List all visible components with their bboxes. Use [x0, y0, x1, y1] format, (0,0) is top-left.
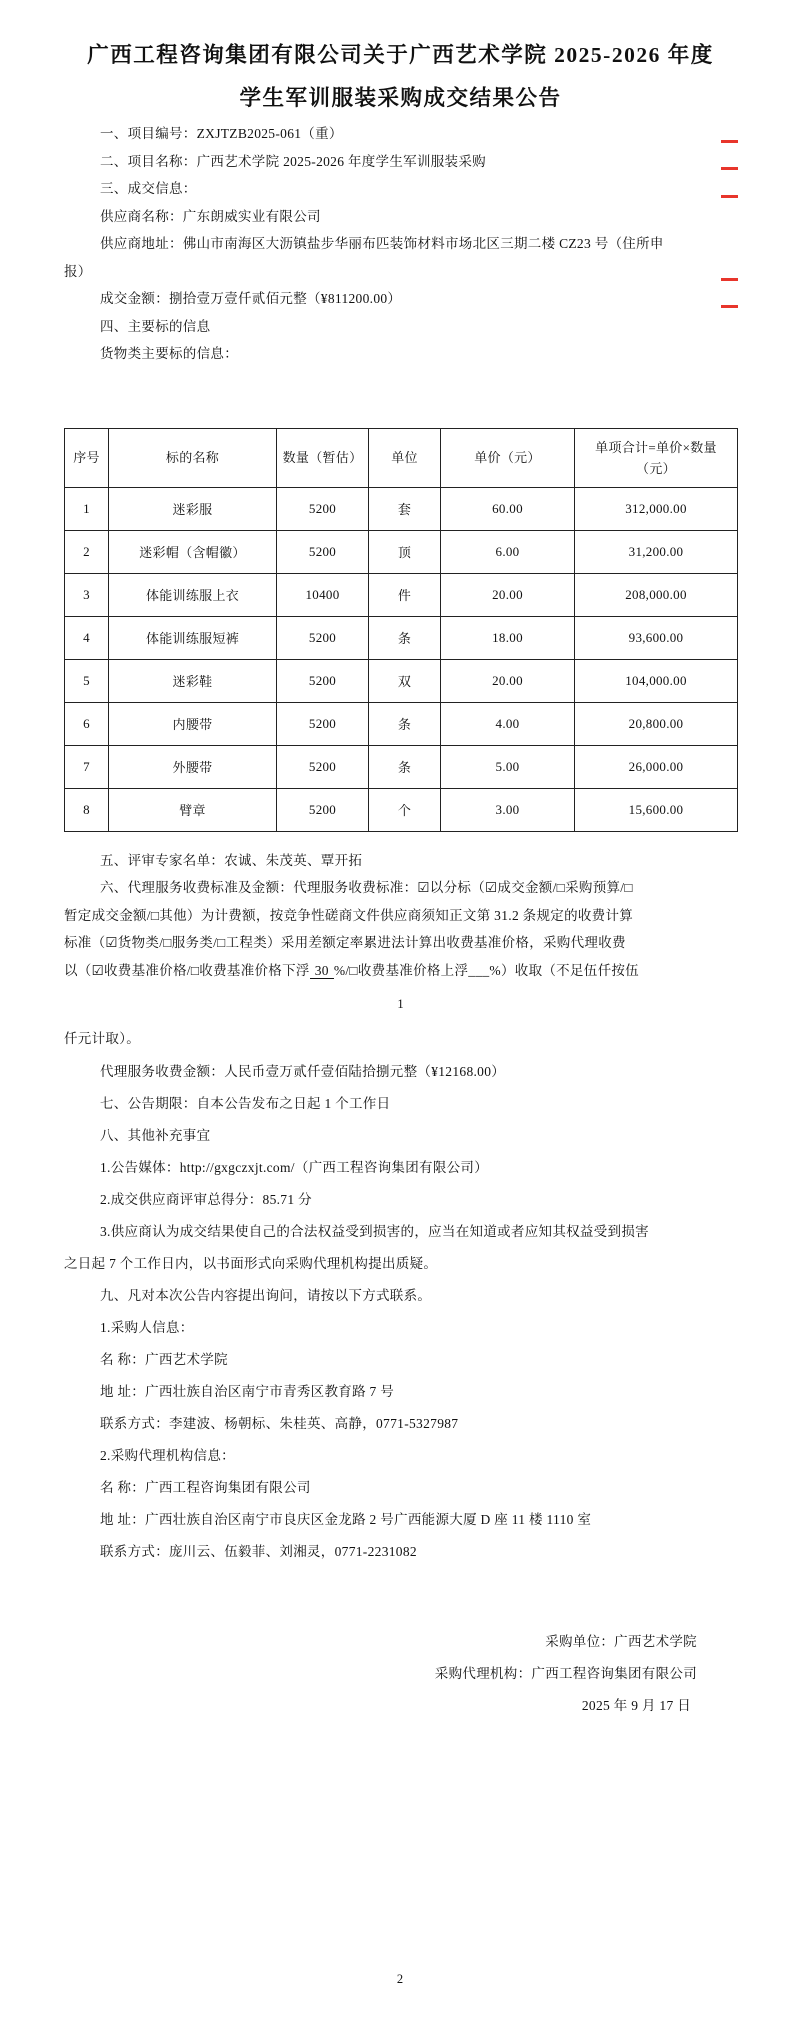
- revision-mark: [721, 278, 738, 281]
- cell-subject: 臂章: [109, 788, 277, 831]
- signature-block: [64, 1626, 737, 1722]
- para-supplier-address-line1: 供应商地址：佛山市南海区大沥镇盐步华丽布匹装饰材料市场北区三期二楼 CZ23 号（住所申: [100, 236, 664, 251]
- cell-quantity: 5200: [277, 788, 369, 831]
- para-agency-fee-amount: 代理服务收费金额：人民币壹万贰仟壹佰陆拾捌元整（¥12168.00）: [100, 1063, 506, 1079]
- cell-index: 5: [65, 659, 109, 702]
- para-purchaser-contact: 联系方式：李建波、杨朝标、朱桂英、高静，0771-5327987: [100, 1415, 459, 1431]
- col-header-quantity: 数量（暂估）: [277, 428, 369, 487]
- table-row: [65, 702, 738, 745]
- para-review-score: 2.成交供应商评审总得分：85.71 分: [100, 1191, 312, 1207]
- cell-subtotal: 312,000.00: [575, 487, 738, 530]
- cell-unit: 双: [369, 659, 441, 702]
- para-main-subject-heading: 四、主要标的信息: [100, 318, 211, 334]
- para-supplier-address-line2: 报）: [64, 263, 92, 279]
- cell-quantity: 5200: [277, 702, 369, 745]
- cell-index: 2: [65, 530, 109, 573]
- col-header-unit: 单位: [369, 428, 441, 487]
- cell-subject: 迷彩服: [109, 487, 277, 530]
- cell-unit: 顶: [369, 530, 441, 573]
- cell-subtotal: 208,000.00: [575, 573, 738, 616]
- cell-unit: 个: [369, 788, 441, 831]
- para-goods-note: 货物类主要标的信息：: [100, 346, 238, 361]
- cell-quantity: 5200: [277, 745, 369, 788]
- cell-subject: 外腰带: [109, 745, 277, 788]
- col-header-unit-price: 单价（元）: [441, 428, 575, 487]
- para-fee-standard-line2: 暂定成交金额/□其他）为计费额，按竞争性磋商文件供应商须知正文第 31.2 条规定的收费计算: [64, 907, 634, 923]
- cell-subject: 迷彩帽（含帽徽）: [109, 530, 277, 573]
- cell-unit: 条: [369, 616, 441, 659]
- table-body: [65, 487, 738, 831]
- col-header-subject: 标的名称: [109, 428, 277, 487]
- para-deal-amount: 成交金额：捌拾壹万壹仟贰佰元整（¥811200.00）: [100, 291, 402, 306]
- cell-subject: 迷彩鞋: [109, 659, 277, 702]
- cell-index: 4: [65, 616, 109, 659]
- cell-quantity: 5200: [277, 616, 369, 659]
- para-contact-heading: 九、凡对本次公告内容提出询问，请按以下方式联系。: [100, 1287, 432, 1303]
- cell-quantity: 5200: [277, 530, 369, 573]
- cell-quantity: 10400: [277, 573, 369, 616]
- para-agency-header: 2.采购代理机构信息：: [100, 1447, 235, 1463]
- revision-mark: [721, 167, 738, 170]
- cell-unit-price: 18.00: [441, 616, 575, 659]
- revision-mark: [721, 195, 738, 198]
- sign-purchaser: 采购单位：广西艺术学院: [545, 1633, 697, 1649]
- table-row: [65, 745, 738, 788]
- table-header-row: [65, 428, 738, 487]
- col-header-subtotal-line1: 单项合计=单价×数量: [595, 439, 717, 455]
- fee-line4-suffix: %/□收费基准价格上浮___%）收取（不足伍仟按伍: [333, 962, 639, 978]
- cell-index: 7: [65, 745, 109, 788]
- para-purchaser-header: 1.采购人信息：: [100, 1319, 194, 1335]
- cell-index: 1: [65, 487, 109, 530]
- para-fee-standard-line5: 仟元计取）。: [64, 1031, 141, 1046]
- cell-unit-price: 3.00: [441, 788, 575, 831]
- cell-unit-price: 20.00: [441, 659, 575, 702]
- title-line-1: 广西工程咨询集团有限公司关于广西艺术学院 2025-2026 年度: [87, 43, 714, 67]
- cell-subtotal: 26,000.00: [575, 745, 738, 788]
- col-header-index: 序号: [65, 428, 109, 487]
- cell-subtotal: 93,600.00: [575, 616, 738, 659]
- para-objection-line2: 之日起 7 个工作日内，以书面形式向采购代理机构提出质疑。: [64, 1255, 438, 1271]
- cell-unit-price: 60.00: [441, 487, 575, 530]
- para-fee-standard-line3: 标准（☑货物类/□服务类/□工程类）采用差额定率累进法计算出收费基准价格，采购代理收费: [64, 935, 626, 950]
- cell-subtotal: 20,800.00: [575, 702, 738, 745]
- cell-unit: 条: [369, 702, 441, 745]
- cell-unit: 条: [369, 745, 441, 788]
- para-agency-address: 地 址：广西壮族自治区南宁市良庆区金龙路 2 号广西能源大厦 D 座 11 楼 1110 室: [100, 1511, 592, 1527]
- title-line-2: 学生军训服装采购成交结果公告: [239, 86, 562, 110]
- para-purchaser-address: 地 址：广西壮族自治区南宁市青秀区教育路 7 号: [100, 1383, 395, 1399]
- table-row: [65, 788, 738, 831]
- para-fee-standard-line1: 六、代理服务收费标准及金额：代理服务收费标准：☑以分标（☑成交金额/□采购预算/□: [100, 880, 633, 895]
- para-announcement-period: 七、公告期限：自本公告发布之日起 1 个工作日: [100, 1095, 391, 1111]
- table-row: [65, 530, 738, 573]
- cell-unit-price: 6.00: [441, 530, 575, 573]
- cell-subtotal: 104,000.00: [575, 659, 738, 702]
- para-objection-line1: 3.供应商认为成交结果使自己的合法权益受到损害的，应当在知道或者应知其权益受到损害: [100, 1223, 649, 1239]
- revision-mark: [721, 140, 738, 143]
- table-row: [65, 616, 738, 659]
- sign-agency: 采购代理机构：广西工程咨询集团有限公司: [434, 1665, 697, 1681]
- cell-unit: 套: [369, 487, 441, 530]
- cell-index: 3: [65, 573, 109, 616]
- table-row: [65, 573, 738, 616]
- para-fee-standard-line4: [64, 957, 737, 985]
- cell-subject: 内腰带: [109, 702, 277, 745]
- col-header-subtotal-line2: （元）: [636, 460, 676, 476]
- col-header-subtotal: [575, 428, 738, 487]
- cell-unit: 件: [369, 573, 441, 616]
- goods-table: [64, 428, 738, 832]
- cell-subtotal: 15,600.00: [575, 788, 738, 831]
- para-agency-contact: 联系方式：庞川云、伍毅菲、刘湘灵，0771-2231082: [100, 1543, 417, 1559]
- para-expert-list: 五、评审专家名单：农诚、朱茂英、覃开拓: [100, 852, 363, 868]
- cell-unit-price: 20.00: [441, 573, 575, 616]
- table-row: [65, 659, 738, 702]
- para-purchaser-name: 名 称：广西艺术学院: [100, 1351, 228, 1367]
- cell-unit-price: 5.00: [441, 745, 575, 788]
- cell-subject: 体能训练服短裤: [109, 616, 277, 659]
- fee-discount-percent-value: 30: [310, 963, 334, 979]
- para-agency-name: 名 称：广西工程咨询集团有限公司: [100, 1479, 311, 1495]
- para-announcement-media: 1.公告媒体：http://gxgczxjt.com/（广西工程咨询集团有限公司）: [100, 1159, 489, 1175]
- para-project-name: 二、项目名称：广西艺术学院 2025-2026 年度学生军训服装采购: [100, 153, 486, 169]
- para-other-matters-heading: 八、其他补充事宜: [100, 1127, 211, 1143]
- cell-index: 6: [65, 702, 109, 745]
- para-supplier-name: 供应商名称：广东朗威实业有限公司: [100, 208, 321, 224]
- para-deal-info-heading: 三、成交信息：: [100, 181, 197, 196]
- para-project-number: 一、项目编号：ZXJTZB2025-061（重）: [100, 126, 343, 141]
- page-number: 2: [396, 1972, 404, 1986]
- document-title: [64, 34, 737, 120]
- table-row: [65, 487, 738, 530]
- embedded-page1-number: 1: [397, 997, 404, 1011]
- cell-quantity: 5200: [277, 487, 369, 530]
- cell-unit-price: 4.00: [441, 702, 575, 745]
- cell-quantity: 5200: [277, 659, 369, 702]
- sign-date: 2025 年 9 月 17 日: [581, 1697, 691, 1713]
- fee-line4-prefix: 以（☑收费基准价格/□收费基准价格下浮: [64, 962, 310, 978]
- revision-mark: [721, 305, 738, 308]
- cell-subject: 体能训练服上衣: [109, 573, 277, 616]
- cell-subtotal: 31,200.00: [575, 530, 738, 573]
- cell-index: 8: [65, 788, 109, 831]
